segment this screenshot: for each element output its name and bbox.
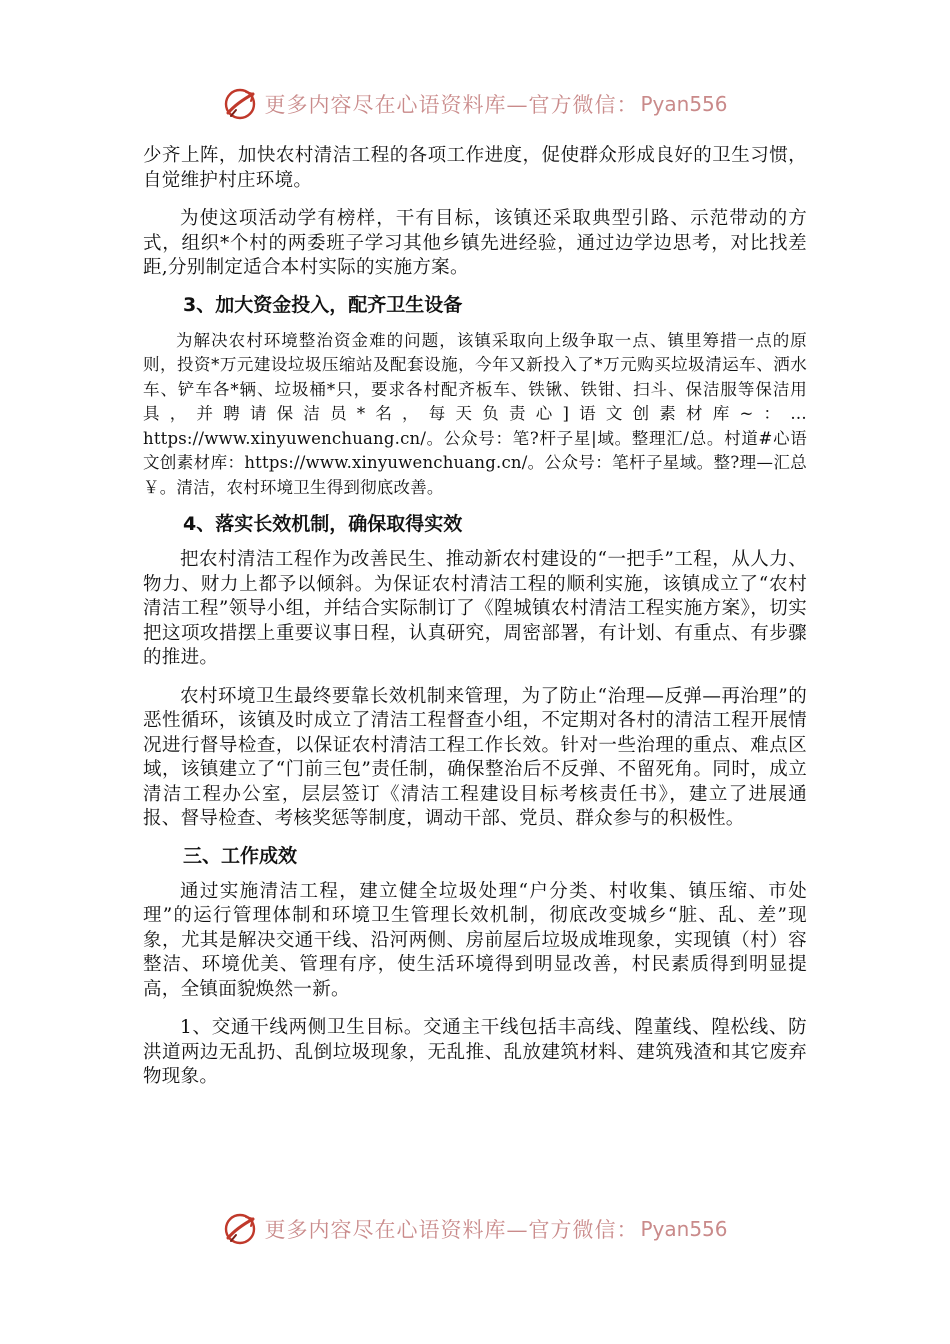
paragraph-traffic-lines: 1、交通干线两侧卫生目标。交通主干线包括丰高线、隍董线、隍松线、防洪道两边无乱扔、乱倒垃圾现象，无乱推、乱放建筑材料、建筑残渣和其它废弃物现象。 bbox=[143, 1017, 807, 1087]
pen-ribbon-logo-icon bbox=[222, 86, 258, 122]
paragraph-leadership: 把农村清洁工程作为改善民生、推动新农村建设的“一把手”工程，从人力、物力、财力上都予以倾斜。为保证农村清洁工程的顺利实施，该镇成立了“农村清洁工程”领导小组，并结合实际制订了《隍城镇农村清洁工程实施方案》，切实把这项攻措摆上重要议事日程，认真研究，周密部署，有计划、有重点、有步骤的推进。 bbox=[143, 549, 807, 668]
footer-banner bbox=[0, 1207, 950, 1251]
banner-text: 更多内容尽在心语资料库—官方微信： bbox=[264, 1218, 639, 1242]
banner-wechat-id: Pyan556 bbox=[640, 92, 728, 116]
pen-ribbon-logo-icon bbox=[222, 1211, 258, 1247]
header-banner bbox=[0, 82, 950, 126]
paragraph-funding: 为解决农村环境整治资金难的问题，该镇采取向上级争取一点、镇里筹措一点的原则，投资*万元建设垃圾压缩站及配套设施，今年又新投入了*万元购买垃圾清运车、洒水车、铲车各*辆、垃圾桶*只，要求各村配齐板车、铁锹、铁钳、扫斗、保洁服等保洁用具，并聘请保洁员*名，每天负责心]语文创素材库~：…https://www.xinyuwenchuang.cn/。公众号：笔?杆子星|域。整理汇/总。村道#心语文创素材库：https://www.xinyuwenchuang.cn/。公众号：笔杆子星域。整?理—汇总￥。清洁，农村环境卫生得到彻底改善。 bbox=[143, 330, 807, 497]
heading-section-4: 4、落实长效机制，确保取得实效 bbox=[183, 513, 463, 535]
document-body bbox=[143, 144, 807, 1090]
banner-text: 更多内容尽在心语资料库—官方微信： bbox=[264, 93, 639, 117]
heading-section-3: 3、加大资金投入，配齐卫生设备 bbox=[183, 293, 463, 316]
paragraph-long-term-mechanism: 农村环境卫生最终要靠长效机制来管理，为了防止“治理—反弹—再治理”的恶性循环，该镇及时成立了清洁工程督查小组，不定期对各村的清洁工程开展情况进行督导检查，以保证农村清洁工程工作长效。针对一些治理的重点、难点区域，该镇建立了“门前三包”责任制，确保整治后不反弹、不留死角。同时，成立清洁工程办公室，层层签订《清洁工程建设目标考核责任书》，建立了进展通报、督导检查、考核奖惩等制度，调动干部、党员、群众参与的积极性。 bbox=[143, 685, 807, 829]
paragraph-results: 通过实施清洁工程，建立健全垃圾处理“户分类、村收集、镇压缩、市处理”的运行管理体制和环境卫生管理长效机制，彻底改变城乡“脏、乱、差”现象，尤其是解决交通干线、沿河两侧、房前屋后垃圾成堆现象，实现镇（村）容整洁、环境优美、管理有序，使生活环境得到明显改善，村民素质得到明显提高，全镇面貌焕然一新。 bbox=[143, 880, 807, 1000]
paragraph-continuation: 少齐上阵，加快农村清洁工程的各项工作进度，促使群众形成良好的卫生习惯，自觉维护村庄环境。 bbox=[143, 145, 807, 191]
heading-work-results: 三、工作成效 bbox=[183, 844, 298, 867]
banner-wechat-id: Pyan556 bbox=[640, 1217, 728, 1241]
paragraph-role-model: 为使这项活动学有榜样，干有目标，该镇还采取典型引路、示范带动的方式，组织*个村的两委班子学习其他乡镇先进经验，通过边学边思考，对比找差距,分别制定适合本村实际的实施方案。 bbox=[143, 208, 807, 278]
